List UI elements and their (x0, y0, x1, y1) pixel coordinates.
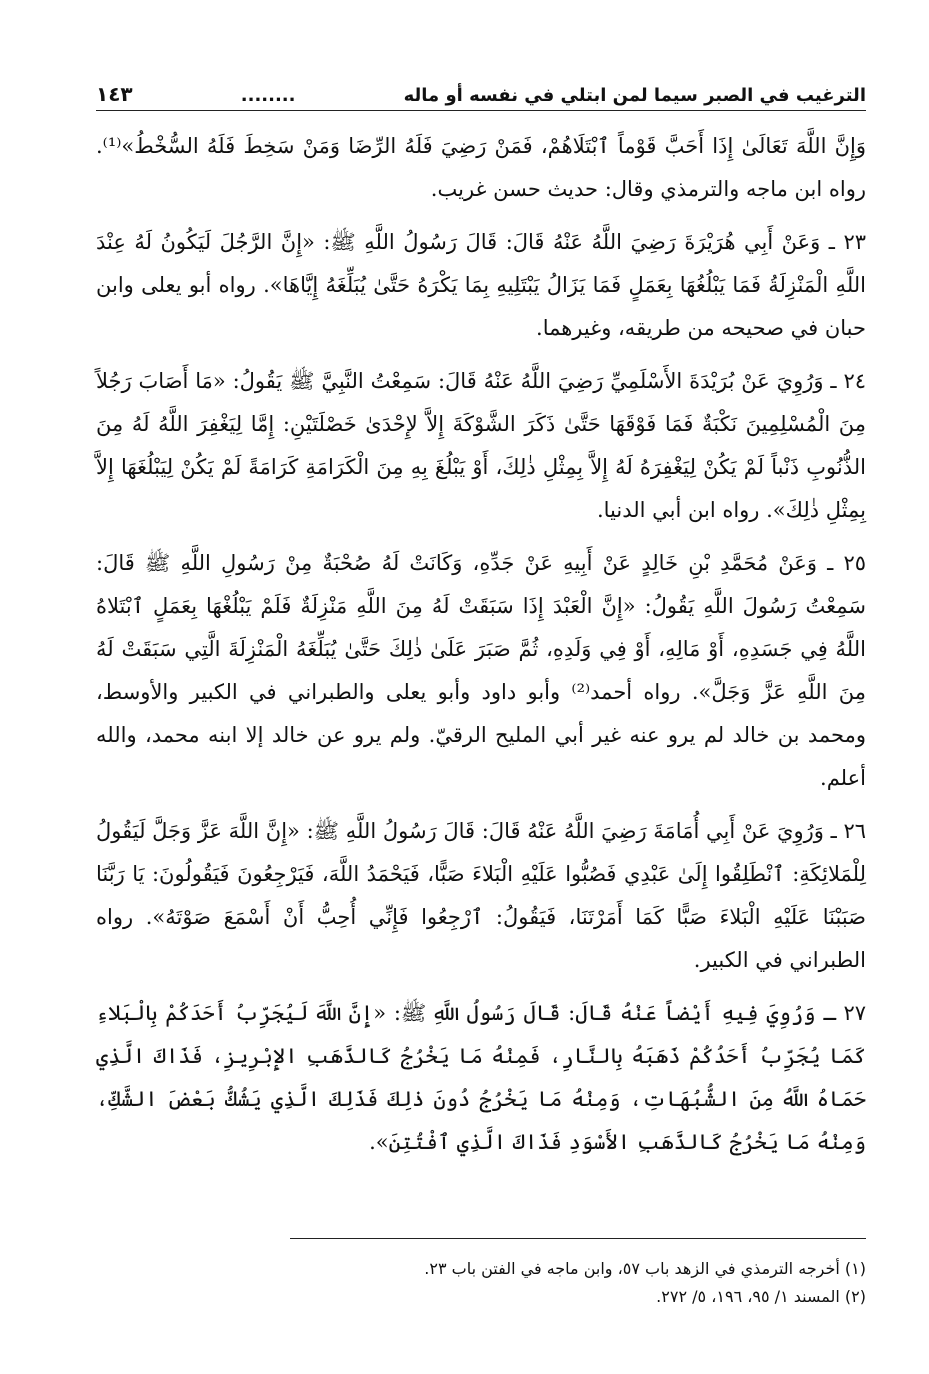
running-header (96, 82, 866, 111)
footnotes (290, 1238, 866, 1311)
page-number: ١٤٣ (96, 82, 133, 106)
hadith-23: ٢٣ ـ وَعَنْ أَبِي هُرَيْرَةَ رَضِيَ اللَّهُ عَنْهُ قَالَ: قَالَ رَسُولُ اللَّهِ ﷺ: «إِنَّ الرَّجُلَ لَيَكُونُ لَهُ عِنْدَ اللَّهِ الْمَنْزِلَةُ فَمَا يَبْلُغُهَا بِعَمَلٍ فَمَا يَزَالُ يَبْتَلِيهِ بِمَا يَكْرَهُ حَتَّىٰ يُبَلِّغَهُ إِيَّاهَا». رواه أبو يعلى وابن حبان في صحيحه من طريقه، وغيرهما. (96, 230, 866, 340)
paragraph-continuation: وَإِنَّ اللَّهَ تَعَالَىٰ إِذَا أَحَبَّ قَوْماً ٱبْتَلَاهُمْ، فَمَنْ رَضِيَ فَلَهُ الرِّضَا وَمَنْ سَخِطَ فَلَهُ السُّخْطُ»⁽¹⁾. رواه ابن ماجه والترمذي وقال: حديث حسن غريب. (96, 134, 866, 201)
hadith-24: ٢٤ ـ وَرُوِيَ عَنْ بُرَيْدَةَ الأَسْلَمِيِّ رَضِيَ اللَّهُ عَنْهُ قَالَ: سَمِعْتُ النَّبِيَّ ﷺ يَقُولُ: «مَا أَصَابَ رَجُلاً مِنَ الْمُسْلِمِينَ نَكْبَةٌ فَمَا فَوْقَهَا حَتَّىٰ ذَكَرَ الشَّوْكَةَ إِلاَّ لإِحْدَىٰ خَصْلَتَيْنِ: إِمَّا لِيَغْفِرَ اللَّهُ لَهُ مِنَ الذُّنُوبِ ذَنْباً لَمْ يَكُنْ لِيَغْفِرَهُ لَهُ إِلاَّ بِمِثْلِ ذٰلِكَ، أَوْ يَبْلُغَ بِهِ مِنَ الْكَرَامَةِ كَرَامَةً لَمْ يَكُنْ لِيَبْلُغَهَا إِلاَّ بِمِثْلِ ذٰلِكَ». رواه ابن أبي الدنيا. (96, 369, 866, 522)
document-body (96, 125, 866, 1164)
hadith-25: ٢٥ ـ وَعَنْ مُحَمَّدِ بْنِ خَالِدٍ عَنْ أَبِيهِ عَنْ جَدِّهِ، وَكَانَتْ لَهُ صُحْبَةٌ مِنْ رَسُولِ اللَّهِ ﷺ قَالَ: سَمِعْتُ رَسُولَ اللَّهِ يَقُولُ: «إِنَّ الْعَبْدَ إِذَا سَبَقَتْ لَهُ مِنَ اللَّهِ مَنْزِلَةٌ فَلَمْ يَبْلُغْهَا بِعَمَلٍ ٱبْتَلاهُ اللَّهُ فِي جَسَدِهِ، أَوْ مَالِهِ، أَوْ فِي وَلَدِهِ، ثُمَّ صَبَرَ عَلَىٰ ذٰلِكَ حَتَّىٰ يُبَلِّغَهُ الْمَنْزِلَةَ الَّتِي سَبَقَتْ لَهُ مِنَ اللَّهِ عَزَّ وَجَلَّ». رواه أحمد⁽²⁾ وأبو داود وأبو يعلى والطبراني في الكبير والأوسط، ومحمد بن خالد لم يرو عنه غير أبي المليح الرقيّ. ولم يرو عن خالد إلا ابنه محمد، والله أعلم. (96, 551, 866, 790)
header-title: الترغيب في الصبر سيما لمن ابتلي في نفسه أو ماله (403, 85, 866, 106)
hadith-27: ٢٧ ـ وَرُوِيَ فِيهِ أَيْضاً عَنْهُ قَالَ: قَالَ رَسُولُ اللَّهِ ﷺ: «إِنَّ اللَّهَ لَيُجَرِّبُ أَحَدَكُمْ بِالْبَلاءِ كَمَا يُجَرِّبُ أَحَدُكُمْ ذَهَبَهُ بِالنَّارِ، فَمِنْهُ مَا يَخْرُجُ كَالذَّهَبِ الإِبْرِيزِ، فَذَاكَ الَّذِي حَمَاهُ اللَّهُ مِنَ الشُّبُهَاتِ، وَمِنْهُ مَا يَخْرُجُ دُونَ ذٰلِكَ فَذَلِكَ الَّذِي يَشُكُّ بَعْضَ الشَّكِّ، وَمِنْهُ مَا يَخْرُجُ كَالذَّهَبِ الأَسْوَدِ فَذَاكَ الَّذِي ٱفْتُتِنَ». (96, 1001, 866, 1154)
footnote-1: (١) أخرجه الترمذي في الزهد باب ٥٧، وابن ماجه في الفتن باب ٢٣. (424, 1259, 866, 1278)
document-page (96, 82, 866, 1174)
footnote-2: (٢) المسند ١/ ٩٥، ١٩٦، ٥/ ٢٧٢. (656, 1287, 866, 1306)
hadith-26: ٢٦ ـ وَرُوِيَ عَنْ أَبِي أُمَامَةَ رَضِيَ اللَّهُ عَنْهُ قَالَ: قَالَ رَسُولُ اللَّهِ ﷺ: «إِنَّ اللَّهَ عَزَّ وَجَلَّ لَيَقُولُ لِلْمَلائِكَةِ: ٱنْطَلِقُوا إِلَىٰ عَبْدِي فَصُبُّوا عَلَيْهِ الْبَلاءَ صَبًّا، فَيَحْمَدُ اللَّهَ، فَيَرْجِعُونَ فَيَقُولُونَ: يَا رَبَّنَا صَبَبْنَا عَلَيْهِ الْبَلاءَ صَبًّا كَمَا أَمَرْتَنَا، فَيَقُولُ: ٱرْجِعُوا فَإِنِّي أُحِبُّ أَنْ أَسْمَعَ صَوْتَهُ». رواه الطبراني في الكبير. (96, 819, 866, 972)
header-dots: ........ (240, 85, 296, 106)
